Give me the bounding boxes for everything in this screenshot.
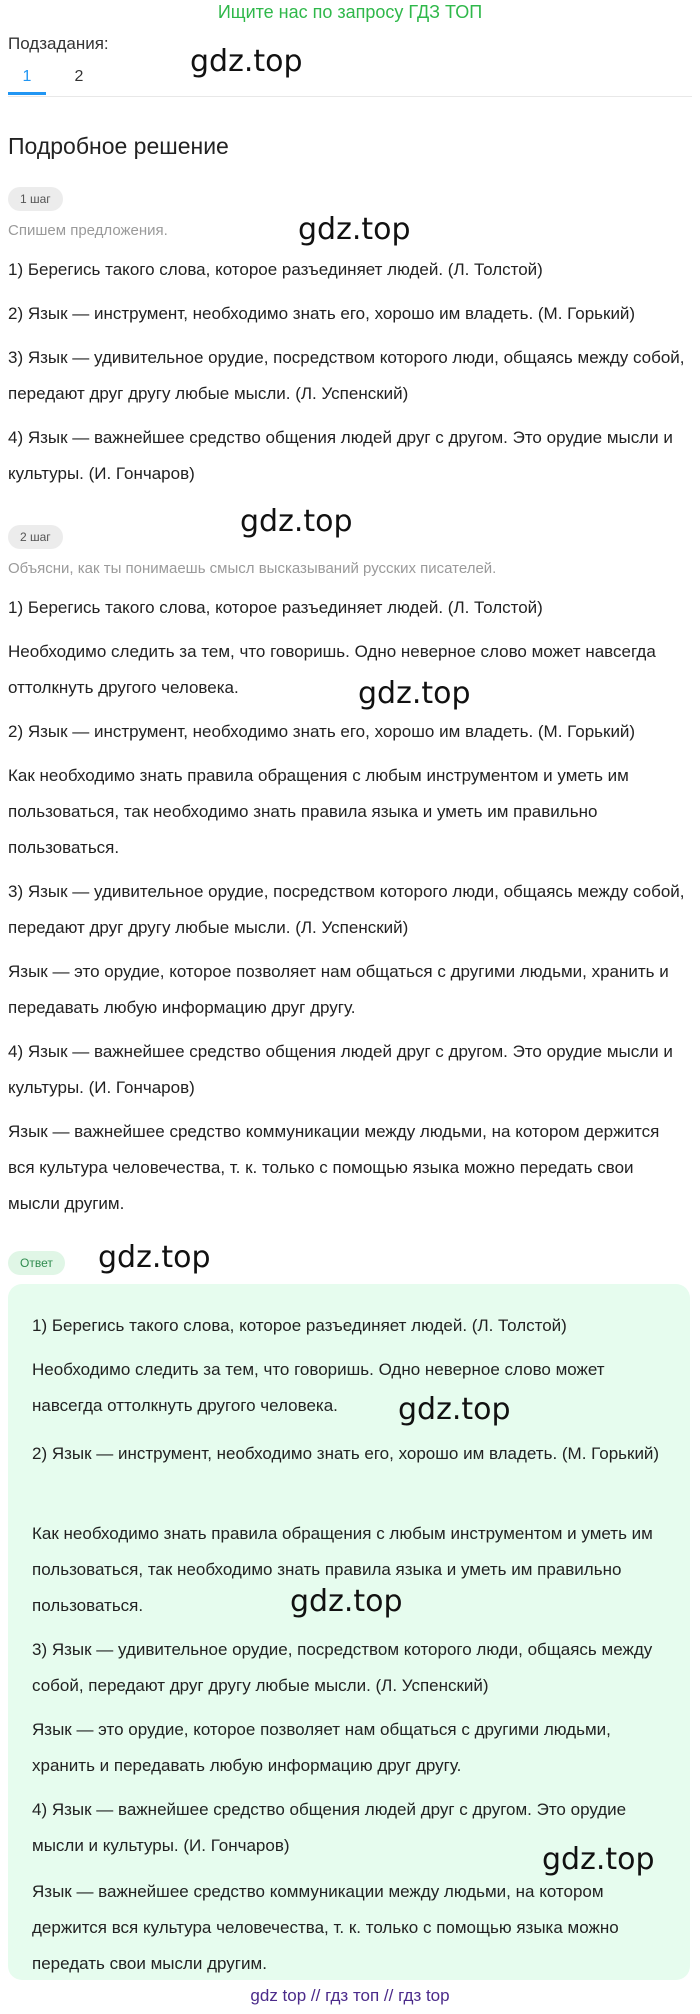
watermark: gdz.top <box>190 44 303 79</box>
tabs-divider <box>8 96 692 97</box>
step-1-badge: 1 шаг <box>8 187 63 211</box>
step-1-line: 3) Язык — удивительное орудие, посредством которого люди, общаясь между собой, передают друг другу любые мысли. (Л. Успенский) <box>8 348 685 403</box>
answer-line: 4) Язык — важнейшее средство общения людей друг с другом. Это орудие мысли и культуры. (И. Гончаров) <box>32 1800 627 1855</box>
answer-line: 3) Язык — удивительное орудие, посредством которого люди, общаясь между собой, передают друг другу любые мысли. (Л. Успенский) <box>32 1640 653 1695</box>
step-2-line: 3) Язык — удивительное орудие, посредством которого люди, общаясь между собой, передают друг другу любые мысли. (Л. Успенский) <box>8 882 685 937</box>
watermark: gdz.top <box>542 1842 655 1877</box>
watermark: gdz.top <box>398 1392 511 1427</box>
step-2-line: 1) Берегись такого слова, которое разъединяет людей. (Л. Толстой) <box>8 598 543 617</box>
answer-line: 1) Берегись такого слова, которое разъединяет людей. (Л. Толстой) <box>32 1316 567 1335</box>
step-1-line: 2) Язык — инструмент, необходимо знать его, хорошо им владеть. (М. Горький) <box>8 304 636 323</box>
answer-line: Язык — важнейшее средство коммуникации между людьми, на котором держится вся культура человечества, т. к. только с помощью языка можно передать свои мысли другим. <box>32 1882 619 1973</box>
answer-line: Язык — это орудие, которое позволяет нам общаться с другими людьми, хранить и передавать любую информацию друг другу. <box>32 1720 611 1775</box>
step-1-line: 1) Берегись такого слова, которое разъединяет людей. (Л. Толстой) <box>8 260 543 279</box>
tab-subtask-1[interactable]: 1 <box>8 62 46 95</box>
step-2-line: Необходимо следить за тем, что говоришь. Одно неверное слово может навсегда оттолкнуть другого человека. <box>8 642 656 697</box>
step-2-line: Как необходимо знать правила обращения с любым инструментом и уметь им пользоваться, так необходимо знать правила языка и уметь им правильно пользоваться. <box>8 766 629 857</box>
watermark: gdz.top <box>358 676 471 711</box>
tab-subtask-2[interactable]: 2 <box>74 68 84 85</box>
answer-line: Как необходимо знать правила обращения с любым инструментом и уметь им пользоваться, так необходимо знать правила языка и уметь им правильно пользоваться. <box>32 1524 653 1615</box>
step-1-line: 4) Язык — важнейшее средство общения людей друг с другом. Это орудие мысли и культуры. (И. Гончаров) <box>8 428 673 483</box>
step-2-badge: 2 шаг <box>8 525 63 549</box>
watermark: gdz.top <box>240 504 353 539</box>
step-2-hint: Объясни, как ты понимаешь смысл высказываний русских писателей. <box>8 560 497 577</box>
step-2-line: Язык — важнейшее средство коммуникации между людьми, на котором держится вся культура человечества, т. к. только с помощью языка можно передать свои мысли другим. <box>8 1122 660 1213</box>
search-banner: Ищите нас по запросу ГДЗ ТОП <box>217 2 483 22</box>
step-2-line: Язык — это орудие, которое позволяет нам общаться с другими людьми, хранить и передавать любую информацию друг другу. <box>8 962 669 1017</box>
section-title: Подробное решение <box>8 133 229 159</box>
watermark: gdz.top <box>98 1240 211 1275</box>
step-2-line: 4) Язык — важнейшее средство общения людей друг с другом. Это орудие мысли и культуры. (И. Гончаров) <box>8 1042 673 1097</box>
subtasks-label: Подзадания: <box>8 34 109 53</box>
watermark: gdz.top <box>290 1584 403 1619</box>
watermark: gdz.top <box>298 212 411 247</box>
footer-links: gdz top // гдз топ // гдз top <box>250 1986 450 2005</box>
answer-line: 2) Язык — инструмент, необходимо знать его, хорошо им владеть. (М. Горький) <box>32 1444 660 1463</box>
answer-badge: Ответ <box>8 1251 65 1275</box>
step-1-hint: Спишем предложения. <box>8 222 168 239</box>
step-2-line: 2) Язык — инструмент, необходимо знать его, хорошо им владеть. (М. Горький) <box>8 722 636 741</box>
answer-line: Необходимо следить за тем, что говоришь. Одно неверное слово может навсегда оттолкнуть другого человека. <box>32 1360 605 1415</box>
